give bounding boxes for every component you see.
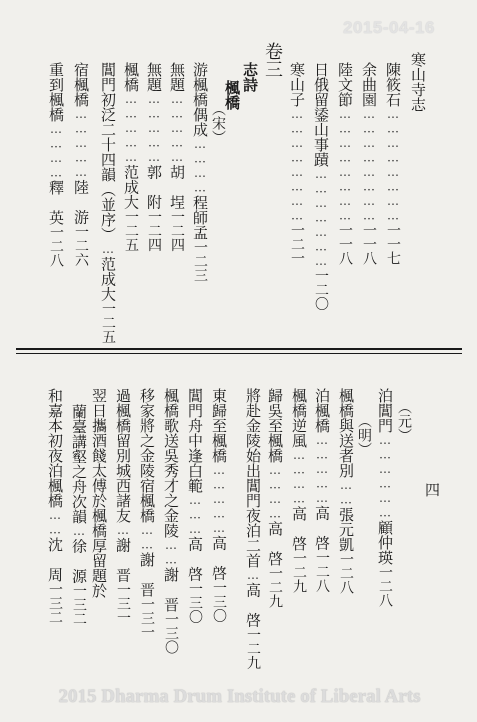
toc-entry[interactable]: 將赴金陵始出閶門夜泊二首…高 啓一二九: [244, 388, 262, 670]
toc-entry[interactable]: 閶門舟中逢白範………高 啓一三〇: [186, 388, 204, 624]
dynasty-label: （明）: [356, 414, 372, 456]
toc-entry[interactable]: 重到楓橋…………釋 英一二八: [47, 62, 65, 267]
page-number: 四: [423, 482, 441, 497]
toc-entry[interactable]: 泊楓橋……………高 啓一二八: [313, 388, 331, 593]
toc-entry[interactable]: 過楓橋留別城西諸友…謝 晋一三一: [114, 388, 132, 625]
toc-entry[interactable]: 楓橋……………范成大一二五: [122, 62, 140, 252]
section-divider-thin: [16, 353, 462, 354]
toc-entry[interactable]: 陳筱石……………………一一七: [384, 62, 402, 265]
chapter-heading: 志詩: [241, 62, 259, 92]
section-divider: [16, 348, 462, 350]
date-stamp: 2015-04-16: [343, 18, 435, 37]
toc-entry[interactable]: 閶門初泛二十四韻（並序）…范成大一二五: [99, 62, 117, 344]
toc-entry[interactable]: 翌日攜酒餞太傅於楓橋厚留題於: [90, 388, 108, 598]
toc-entry[interactable]: 陸文節……………………一一八: [336, 62, 354, 265]
toc-entry[interactable]: 和嘉本初夜泊楓橋……沈 周一三二: [46, 388, 64, 624]
toc-entry[interactable]: 蘭臺講壑之舟次韻…徐 源一三二: [70, 404, 88, 626]
toc-entry[interactable]: 寒山子……………………一二一: [288, 62, 306, 265]
toc-entry[interactable]: 無題……………郭 附一二四: [145, 62, 163, 252]
toc-entry[interactable]: 游楓橋偶成…………程師孟一二三: [191, 62, 209, 282]
toc-entry[interactable]: 無題……………胡 埕一二四: [168, 62, 186, 252]
toc-entry[interactable]: 移家將之金陵宿楓橋……謝 晋一三一: [138, 388, 156, 639]
toc-entry[interactable]: 泊閶門………………顧仲瑛一二八: [376, 388, 394, 607]
toc-entry[interactable]: 楓橋與送者別……張元凱一二八: [337, 388, 355, 594]
toc-entry[interactable]: 楓橋歌送吳秀才之金陵……謝 晋一三〇: [162, 388, 180, 654]
toc-entry[interactable]: 宿楓橋……………陸 游一二六: [72, 62, 90, 267]
toc-entry[interactable]: 歸吳至楓橋…………高 啓一二九: [266, 388, 284, 608]
section-heading: 楓橋: [223, 80, 241, 110]
toc-entry[interactable]: 楓橋逆風…………高 啓一二九: [290, 388, 308, 593]
running-head: 寒山寺志: [409, 52, 427, 112]
watermark: 2015 Dharma Drum Institute of Liberal Arts: [58, 686, 421, 707]
toc-entry[interactable]: 日俄留鋈山事蹟…………………一二〇: [312, 62, 330, 311]
dynasty-label: （宋）: [210, 102, 226, 144]
toc-entry[interactable]: 東歸至楓橋……………高 啓一三〇: [210, 388, 228, 623]
toc-entry[interactable]: 余曲園……………………一一八: [360, 62, 378, 265]
dynasty-label: （元）: [396, 400, 412, 442]
volume-heading: 卷三: [262, 42, 283, 78]
